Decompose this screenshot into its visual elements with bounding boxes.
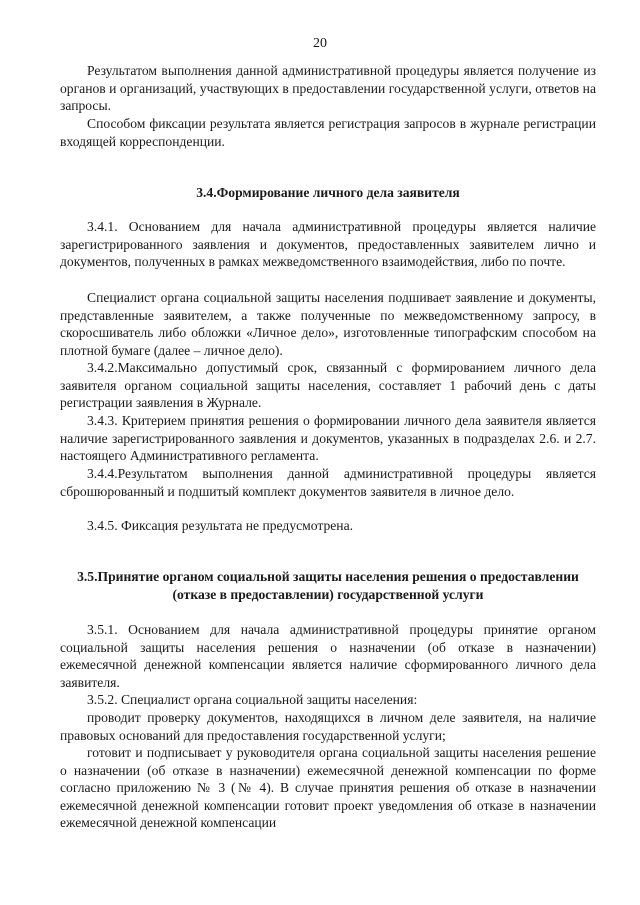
paragraph: 3.4.3. Критерием принятия решения о формировании личного дела заявителя является наличие зарегистрированного заявления и документов, указанных в подразделах 2.6. и 2.7. настоящего Административного регламента. [60,413,596,464]
paragraph: 3.4.1. Основанием для начала административной процедуры является наличие зарегистрированного заявления и документов, предоставленных заявителем лично и документов, полученных в рамках межведомственного взаимодействия, либо по почте. [60,219,596,270]
paragraph: 3.5.1. Основанием для начала административной процедуры принятие органом социальной защиты населения решения о назначении (об отказе в назначении) ежемесячной денежной компенсации является наличие сформированного личного дела заявителя. [60,622,596,690]
paragraph: Специалист органа социальной защиты населения подшивает заявление и документы, представленные заявителем, а также полученные по межведомственному запросу, в скоросшиватель либо обложки «Личное дело», изготовленные типографским способом на плотной бумаге (далее – личное дело). [60,290,596,358]
section-heading: 3.4.Формирование личного дела заявителя [196,185,460,200]
paragraph: 3.4.5. Фиксация результата не предусмотрена. [87,518,354,533]
paragraph: Способом фиксации результата является регистрация запросов в журнале регистрации входящей корреспонденции. [60,116,596,149]
paragraph: проводит проверку документов, находящихся в личном деле заявителя, на наличие правовых оснований для предоставления государственной услуги; [60,710,596,743]
paragraph: 3.5.2. Специалист органа социальной защиты населения: [87,692,418,707]
page-number: 20 [313,36,327,51]
paragraph: Результатом выполнения данной административной процедуры является получение из органов и организаций, участвующих в предоставлении государственной услуги, ответов на запросы. [60,63,596,114]
paragraph: готовит и подписывает у руководителя органа социальной защиты населения решение о назначении (об отказе в назначении) ежемесячной денежной компенсации по форме согласно приложению № 3 (№ 4). В случае принятия решения об отказе в назначении ежемесячной денежной компенсации готовит проект уведомления об отказе в назначении ежемесячной денежной компенсации [60,745,596,831]
paragraph: 3.4.2.Максимально допустимый срок, связанный с формированием личного дела заявителя органом социальной защиты населения, составляет 1 рабочий день с даты регистрации заявления в Журнале. [60,360,596,411]
paragraph: 3.4.4.Результатом выполнения данной административной процедуры является сброшюрованный и подшитый комплект документов заявителя в личное дело. [60,466,596,499]
section-heading: 3.5.Принятие органом социальной защиты населения решения о предоставлении (отказе в предоставлении) государственной услуги [77,569,579,602]
